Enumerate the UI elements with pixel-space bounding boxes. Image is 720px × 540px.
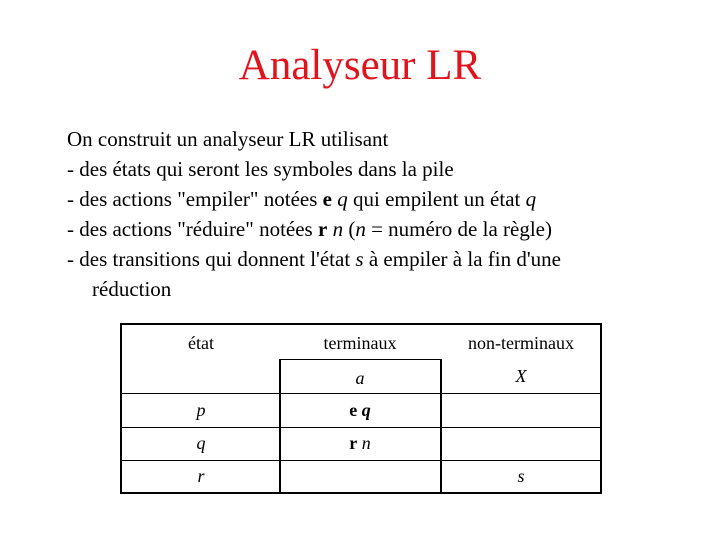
reduce-text-a: - des actions "réduire" notées — [67, 217, 318, 241]
shift-text-b: qui empilent un état — [347, 187, 526, 211]
shift-state-q2: q — [525, 187, 537, 211]
shift-symbol-e: e — [322, 187, 332, 211]
header-state: état — [188, 333, 214, 353]
action-cell — [280, 432, 440, 454]
state-cell — [122, 432, 280, 454]
table-divider-header-terminals — [280, 359, 440, 360]
transition-text-b: à empiler à la fin d'une — [363, 247, 561, 271]
reduce-symbol-r: r — [317, 217, 328, 241]
bullet-reduce-actions — [67, 214, 687, 244]
lr-table — [120, 323, 602, 494]
header-nonterminals: non-terminaux — [468, 333, 574, 353]
bullet-states: - des états qui seront les symboles dans la pile — [67, 157, 454, 181]
table-divider-row2 — [122, 427, 600, 428]
bullet-list — [67, 124, 687, 304]
state-p: p — [196, 400, 206, 420]
bullet-shift-actions — [67, 184, 687, 214]
nonterminal-symbol: X — [515, 366, 527, 386]
goto-cell — [442, 465, 600, 487]
intro-line: On construit un analyseur LR utilisant — [67, 127, 389, 151]
subheader-terminal — [280, 367, 440, 389]
state-cell — [122, 399, 280, 421]
goto-s: s — [517, 466, 525, 486]
reduce-text-b: ( — [343, 217, 356, 241]
bullet-transitions-continued: réduction — [92, 277, 172, 301]
state-q: q — [196, 433, 206, 453]
bullet-transitions — [67, 244, 687, 274]
action-n: n — [361, 433, 371, 453]
action-e: e — [349, 400, 358, 420]
reduce-text-c: = numéro de la règle) — [365, 217, 552, 241]
table-divider-row1 — [122, 393, 600, 394]
transition-text-a: - des transitions qui donnent l'état — [67, 247, 356, 271]
terminal-symbol: a — [355, 368, 365, 388]
subheader-nonterminal — [442, 365, 600, 387]
transition-state-s: s — [355, 247, 364, 271]
shift-text-a: - des actions "empiler" notées — [67, 187, 323, 211]
shift-state-q: q — [337, 187, 348, 211]
reduce-rule-n: n — [332, 217, 344, 241]
slide-title: Analyseur LR — [238, 42, 482, 89]
reduce-rule-n2: n — [355, 217, 366, 241]
table-divider-row3 — [122, 460, 600, 461]
state-r: r — [197, 466, 205, 486]
action-r: r — [349, 433, 358, 453]
action-q: q — [361, 400, 371, 420]
state-cell — [122, 465, 280, 487]
action-cell — [280, 399, 440, 421]
header-terminals: terminaux — [323, 333, 397, 353]
